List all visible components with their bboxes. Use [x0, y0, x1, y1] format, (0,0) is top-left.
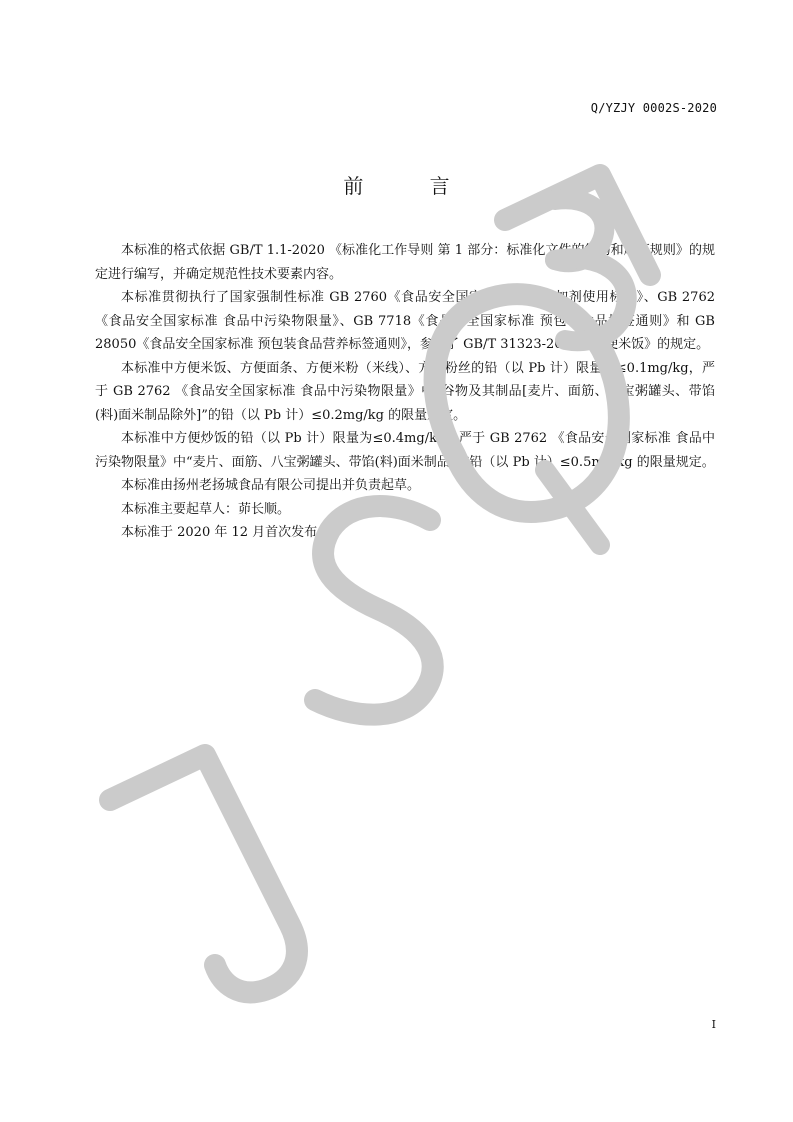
paragraph-mandatory-standards: 本标准贯彻执行了国家强制性标准 GB 2760《食品安全国家标准 食品添加剂使用标准》、GB 2762《食品安全国家标准 食品中污染物限量》、GB 7718《食品安全国家标准 预包装食品标签通则》和 GB 28050《食品安全国家标准 预包装食品营养标签通则》，参照了 GB/T 31323-2014《方便米饭》的规定。 — [95, 290, 715, 352]
paragraph-lead-limit-rice: 本标准中方便米饭、方便面条、方便米粉（米线）、方便粉丝的铅（以 Pb 计）限量为≤0.1mg/kg，严于 GB 2762 《食品安全国家标准 食品中污染物限量》中“谷物及其制品[麦片、面筋、八宝粥罐头、带馅(料)面米制品除外]”的铅（以 Pb 计）≤0.2mg/kg 的限量规定。 — [95, 360, 715, 423]
page-number: I — [711, 1018, 716, 1031]
body-text — [95, 239, 715, 545]
paragraph-drafting-company: 本标准由扬州老扬城食品有限公司提出并负责起草。 — [121, 478, 421, 493]
paragraph-release-date: 本标准于 2020 年 12 月首次发布。 — [121, 525, 331, 540]
paragraph-lead-limit-fried-rice: 本标准中方便炒饭的铅（以 Pb 计）限量为≤0.4mg/kg，严于 GB 2762 《食品安全国家标准 食品中污染物限量》中“麦片、面筋、八宝粥罐头、带馅(料)面米制品”的铅（以 Pb 计）≤0.5mg/kg 的限量规定。 — [95, 431, 715, 470]
paragraph-drafter: 本标准主要起草人：茆长顺。 — [121, 501, 291, 517]
paragraph-format: 本标准的格式依据 GB/T 1.1-2020 《标准化工作导则 第 1 部分：标准化文件的结构和起草规则》的规定进行编写，并确定规范性技术要素内容。 — [95, 243, 715, 282]
page-title: 前 言 — [343, 174, 480, 198]
standard-code: Q/YZJY 0002S-2020 — [590, 101, 717, 115]
